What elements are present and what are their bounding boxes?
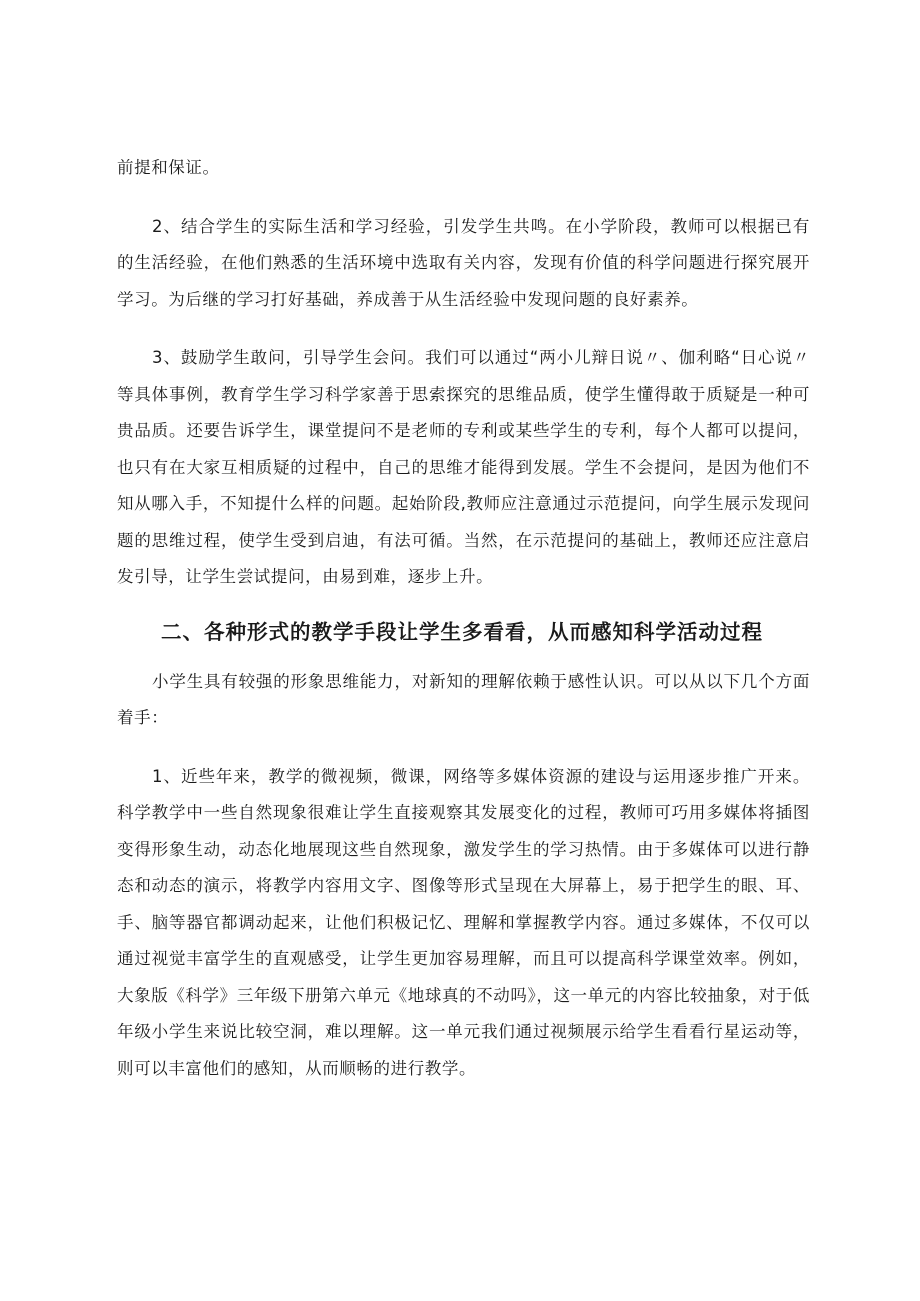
document-page: [117, 150, 810, 1087]
paragraph-continuation: 前提和保证。: [117, 158, 220, 177]
paragraph-spacer: [117, 652, 810, 664]
paragraph-point-2: 2、结合学生的实际生活和学习经验，引发学生共鸣。在小学阶段，教师可以根据已有的生活经验，在他们熟悉的生活环境中选取有关内容，发现有价值的科学问题进行探究展开学习。为后继的学习打好基础，养成善于从生活经验中发现问题的良好素养。: [117, 216, 810, 309]
paragraph-intro: 小学生具有较强的形象思维能力，对新知的理解依赖于感性认识。可以从以下几个方面着手：: [117, 671, 810, 727]
paragraph-point-1: 1、近些年来，教学的微视频，微课，网络等多媒体资源的建设与运用逐步推广开来。科学教学中一些自然现象很难让学生直接观察其发展变化的过程，教师可巧用多媒体将插图变得形象生动，动态化地展现这些自然现象，激发学生的学习热情。由于多媒体可以进行静态和动态的演示，将教学内容用文字、图像等形式呈现在大屏幕上，易于把学生的眼、耳、手、脑等器官都调动起来，让他们积极记忆、理解和掌握教学内容。通过多媒体，不仅可以通过视觉丰富学生的直观感受，让学生更加容易理解，而且可以提高科学课堂效率。例如，大象版《科学》三年级下册第六单元《地球真的不动吗》，这一单元的内容比较抽象，对于低年级小学生来说比较空洞，难以理解。这一单元我们通过视频展示给学生看看行星运动等，则可以丰富他们的感知，从而顺畅的进行教学。: [117, 766, 810, 1078]
paragraph-point-3: 3、鼓励学生敢问，引导学生会问。我们可以通过“两小儿辩日说〃、伽利略“日心说〃等具体事例，教育学生学习科学家善于思索探究的思维品质，使学生懂得敢于质疑是一种可贵品质。还要告诉学生，课堂提问不是老师的专利或某些学生的专利，每个人都可以提问，也只有在大家互相质疑的过程中，自己的思维才能得到发展。学生不会提问，是因为他们不知从哪入手，不知提什么样的问题。起始阶段,教师应注意通过示范提问，向学生展示发现问题的思维过程，使学生受到启迪，有法可循。当然，在示范提问的基础上，教师还应注意启发引导，让学生尝试提问，由易到难，逐步上升。: [117, 348, 810, 586]
paragraph-spacer: [117, 596, 810, 612]
paragraph-spacer: [117, 737, 810, 759]
paragraph-spacer: [117, 318, 810, 340]
section-heading: 二、各种形式的教学手段让学生多看看，从而感知科学活动过程: [161, 619, 763, 644]
paragraph-spacer: [117, 187, 810, 209]
